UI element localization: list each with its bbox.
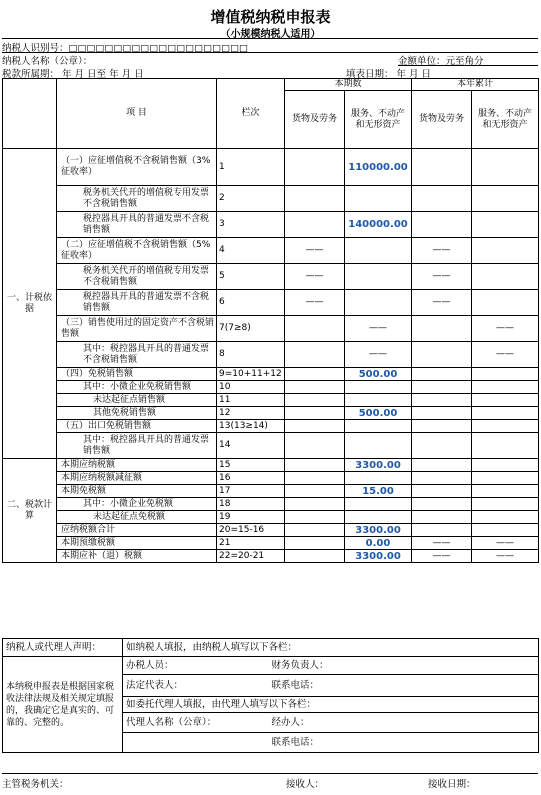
ytd-services-value[interactable] (472, 511, 539, 524)
ytd-services-value[interactable]: —— (472, 342, 539, 368)
handler-field: 经办人： (269, 713, 539, 733)
goods-value[interactable] (285, 537, 345, 550)
ytd-services-value[interactable] (472, 407, 539, 420)
column-services: 服务、不动产和无形资产 (345, 91, 412, 149)
row-code: 6 (217, 290, 285, 316)
taxpayer-id: 纳税人识别号：□□□□□□□□□□□□□□□□□□□□ (2, 43, 249, 54)
declaration-table (2, 78, 539, 563)
table-row (3, 394, 539, 407)
header-blank (3, 79, 57, 149)
row-label: （五）出口免税销售额 (57, 420, 217, 433)
column-year-to-date: 本年累计 (412, 79, 539, 91)
goods-value[interactable] (285, 550, 345, 563)
table-row (3, 149, 539, 186)
table-row (3, 212, 539, 238)
column-goods: 货物及劳务 (285, 91, 345, 149)
ytd-services-value[interactable] (472, 212, 539, 238)
row-label: （四）免税销售额 (57, 368, 217, 381)
table-row (3, 368, 539, 381)
ytd-goods-value[interactable]: —— (412, 290, 472, 316)
services-value[interactable] (345, 381, 412, 394)
ytd-goods-value[interactable] (412, 420, 472, 433)
ytd-goods-value[interactable] (412, 407, 472, 420)
row-label: 本期应纳税额减征额 (57, 472, 217, 485)
ytd-services-value[interactable]: —— (472, 550, 539, 563)
row-code: 20=15-16 (217, 524, 285, 537)
row-code: 8 (217, 342, 285, 368)
phone-field: 联系电话： (269, 675, 539, 697)
form-subtitle: （小规模纳税人适用） (220, 29, 321, 40)
goods-value[interactable] (285, 316, 345, 342)
ytd-goods-value[interactable] (412, 511, 472, 524)
services-value[interactable]: 110000.00 (345, 149, 412, 186)
goods-value[interactable] (285, 394, 345, 407)
table-row (3, 511, 539, 524)
row-code: 2 (217, 186, 285, 212)
row-label: 其中：小微企业免税销售额 (57, 381, 217, 394)
ytd-services-value[interactable] (472, 381, 539, 394)
ytd-services-value[interactable] (472, 485, 539, 498)
accountant-field: 办税人员： (123, 657, 269, 675)
row-label: 其中：税控器具开具的普通发票销售额 (57, 433, 217, 459)
ytd-goods-value[interactable] (412, 433, 472, 459)
ytd-services-value[interactable] (472, 149, 539, 186)
ytd-services-value[interactable] (472, 498, 539, 511)
services-value[interactable]: —— (345, 316, 412, 342)
amount-unit: 金额单位：元至角分 (398, 56, 484, 67)
receive-date: 接收日期： (428, 779, 476, 790)
goods-value[interactable] (285, 212, 345, 238)
ytd-goods-value[interactable] (412, 498, 472, 511)
table-row (3, 264, 539, 290)
form-title: 增值税纳税申报表 (210, 8, 331, 26)
table-row (3, 472, 539, 485)
goods-value[interactable] (285, 511, 345, 524)
fill-date: 填表日期： 年 月 日 (346, 69, 432, 80)
row-code: 5 (217, 264, 285, 290)
row-code: 15 (217, 459, 285, 472)
row-code: 10 (217, 381, 285, 394)
goods-value[interactable] (285, 485, 345, 498)
goods-value[interactable] (285, 368, 345, 381)
row-label: （三）销售使用过的固定资产不含税销售额 (57, 316, 217, 342)
services-value[interactable]: —— (345, 342, 412, 368)
goods-value[interactable] (285, 472, 345, 485)
row-label: 本期应纳税额 (57, 459, 217, 472)
ytd-goods-value[interactable] (412, 186, 472, 212)
row-code: 19 (217, 511, 285, 524)
services-value[interactable] (345, 472, 412, 485)
column-ytd-goods: 货物及劳务 (412, 91, 472, 149)
row-code: 7(7≥8) (217, 316, 285, 342)
services-value[interactable]: 3300.00 (345, 459, 412, 472)
goods-value[interactable] (285, 149, 345, 186)
ytd-goods-value[interactable]: —— (412, 238, 472, 264)
ytd-goods-value[interactable]: —— (412, 537, 472, 550)
row-label: 其中：税控器具开具的普通发票不含税销售额 (57, 342, 217, 368)
taxpayer-name: 纳税人名称（公章）： (2, 56, 93, 67)
services-value[interactable]: 3300.00 (345, 550, 412, 563)
goods-value[interactable] (285, 459, 345, 472)
agent-blank (123, 733, 269, 753)
row-label: 本期应补（退）税额 (57, 550, 217, 563)
ytd-services-value[interactable] (472, 433, 539, 459)
ytd-services-value[interactable] (472, 524, 539, 537)
row-label: 本期免税额 (57, 485, 217, 498)
row-label: 税务机关代开的增值税专用发票不含税销售额 (57, 186, 217, 212)
self-fill-note: 如纳税人填报，由纳税人填写以下各栏： (123, 639, 539, 657)
services-value[interactable]: 15.00 (345, 485, 412, 498)
services-value[interactable] (345, 420, 412, 433)
tax-authority: 主管税务机关： (2, 779, 69, 790)
declaration-text: 本纳税申报表是根据国家税收法律法规及相关规定填报的，我确定它是真实的、可靠的、完整的。 (3, 657, 123, 753)
table-row (3, 420, 539, 433)
row-code: 13(13≥14) (217, 420, 285, 433)
declaration-label: 纳税人或代理人声明： (3, 639, 123, 657)
row-label: 税控器具开具的普通发票不含税销售额 (57, 290, 217, 316)
ytd-services-value[interactable]: —— (472, 537, 539, 550)
row-code: 3 (217, 212, 285, 238)
goods-value[interactable] (285, 433, 345, 459)
table-row (3, 498, 539, 511)
ytd-services-value[interactable] (472, 472, 539, 485)
services-value[interactable]: 3300.00 (345, 524, 412, 537)
services-value[interactable] (345, 433, 412, 459)
row-code: 17 (217, 485, 285, 498)
column-item-header: 项 目 (57, 79, 217, 149)
table-row (3, 524, 539, 537)
agent-phone-field: 联系电话： (269, 733, 539, 753)
tax-period: 税款所属期： 年 月 日至 年 月 日 (2, 69, 144, 80)
ytd-goods-value[interactable] (412, 149, 472, 186)
row-label: 其中：小微企业免税额 (57, 498, 217, 511)
table-row (3, 550, 539, 563)
table-row (3, 537, 539, 550)
goods-value[interactable] (285, 420, 345, 433)
ytd-services-value[interactable] (472, 394, 539, 407)
table-row (3, 433, 539, 459)
goods-value[interactable] (285, 381, 345, 394)
services-value[interactable] (345, 264, 412, 290)
ytd-goods-value[interactable] (412, 394, 472, 407)
services-value[interactable]: 140000.00 (345, 212, 412, 238)
table-row (3, 381, 539, 394)
ytd-services-value[interactable] (472, 238, 539, 264)
footer-rule (2, 773, 538, 774)
finance-head-field: 财务负责人： (269, 657, 539, 675)
ytd-services-value[interactable]: —— (472, 316, 539, 342)
agent-name-field: 代理人名称（公章）： (123, 713, 269, 733)
agent-fill-note: 如委托代理人填报，由代理人填写以下各栏： (123, 697, 539, 713)
section-tax-calculation: 二、税款计算 (3, 459, 57, 563)
goods-value[interactable]: —— (285, 238, 345, 264)
table-row (3, 459, 539, 472)
row-label: 应纳税额合计 (57, 524, 217, 537)
ytd-services-value[interactable] (472, 459, 539, 472)
table-row (3, 407, 539, 420)
ytd-goods-value[interactable] (412, 368, 472, 381)
table-row (3, 186, 539, 212)
ytd-services-value[interactable] (472, 420, 539, 433)
table-row (3, 316, 539, 342)
header-rule (2, 38, 538, 39)
goods-value[interactable] (285, 186, 345, 212)
ytd-goods-value[interactable] (412, 212, 472, 238)
row-code: 4 (217, 238, 285, 264)
ytd-goods-value[interactable] (412, 459, 472, 472)
goods-value[interactable] (285, 498, 345, 511)
row-label: （一）应征增值税不含税销售额（3%征收率） (57, 149, 217, 186)
row-label: 未达起征点免税额 (57, 511, 217, 524)
ytd-goods-value[interactable] (412, 381, 472, 394)
row-label: 税控器具开具的普通发票不含税销售额 (57, 212, 217, 238)
row-label: 未达起征点销售额 (57, 394, 217, 407)
ytd-goods-value[interactable] (412, 316, 472, 342)
ytd-goods-value[interactable] (412, 472, 472, 485)
row-code: 12 (217, 407, 285, 420)
services-value[interactable] (345, 498, 412, 511)
goods-value[interactable]: —— (285, 264, 345, 290)
section-tax-basis: 一、计税依据 (3, 149, 57, 459)
goods-value[interactable]: —— (285, 290, 345, 316)
row-code: 16 (217, 472, 285, 485)
services-value[interactable]: 500.00 (345, 407, 412, 420)
table-row (3, 342, 539, 368)
services-value[interactable]: 0.00 (345, 537, 412, 550)
ytd-goods-value[interactable] (412, 485, 472, 498)
row-code: 18 (217, 498, 285, 511)
table-row (3, 485, 539, 498)
declaration-footer (2, 638, 539, 753)
services-value[interactable] (345, 290, 412, 316)
table-row (3, 238, 539, 264)
services-value[interactable]: 500.00 (345, 368, 412, 381)
ytd-services-value[interactable] (472, 290, 539, 316)
services-value[interactable] (345, 511, 412, 524)
ytd-services-value[interactable] (472, 186, 539, 212)
row-code: 22=20-21 (217, 550, 285, 563)
row-code: 11 (217, 394, 285, 407)
row-label: （二）应征增值税不含税销售额（5%征收率） (57, 238, 217, 264)
services-value[interactable] (345, 238, 412, 264)
column-ytd-services: 服务、不动产和无形资产 (472, 91, 539, 149)
ytd-services-value[interactable] (472, 264, 539, 290)
table-row (3, 290, 539, 316)
row-label: 税务机关代开的增值税专用发票不含税销售额 (57, 264, 217, 290)
row-label: 其他免税销售额 (57, 407, 217, 420)
ytd-goods-value[interactable]: —— (412, 264, 472, 290)
ytd-services-value[interactable] (472, 368, 539, 381)
row-code: 14 (217, 433, 285, 459)
row-label: 本期预缴税额 (57, 537, 217, 550)
goods-value[interactable] (285, 524, 345, 537)
services-value[interactable] (345, 186, 412, 212)
goods-value[interactable] (285, 342, 345, 368)
column-row-header: 栏次 (217, 79, 285, 149)
ytd-goods-value[interactable]: —— (412, 550, 472, 563)
receiver: 接收人： (286, 779, 325, 790)
legal-rep-field: 法定代表人： (123, 675, 269, 697)
row-code: 9=10+11+12 (217, 368, 285, 381)
ytd-goods-value[interactable] (412, 342, 472, 368)
column-current-period: 本期数 (285, 79, 412, 91)
goods-value[interactable] (285, 407, 345, 420)
ytd-goods-value[interactable] (412, 524, 472, 537)
services-value[interactable] (345, 394, 412, 407)
row-code: 21 (217, 537, 285, 550)
row-code: 1 (217, 149, 285, 186)
